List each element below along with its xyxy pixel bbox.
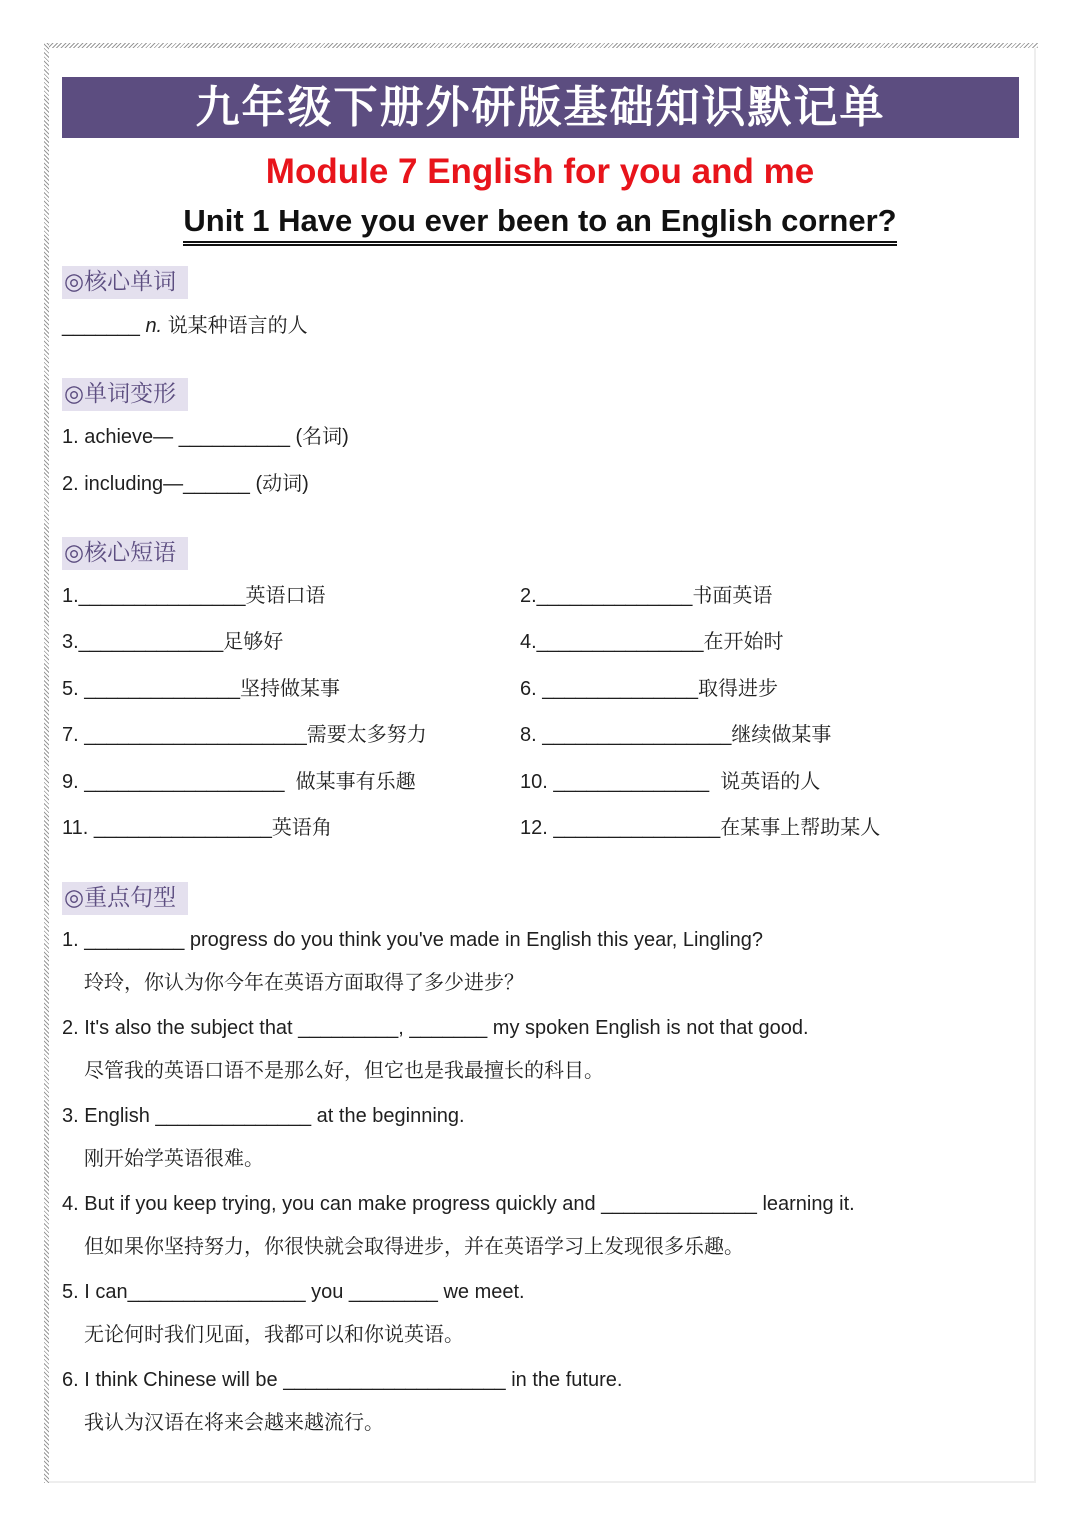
sentence-4-english: 4. But if you keep trying, you can make progress quickly and ______________ learning it.	[62, 1193, 855, 1215]
phrase-item-12: 12. _______________在某事上帮助某人	[520, 817, 881, 839]
phrase-item-6: 6. ______________取得进步	[520, 678, 778, 700]
sentence-6-english: 6. I think Chinese will be ____________________ in the future.	[62, 1369, 623, 1391]
sentence-1-english: 1. _________ progress do you think you've made in English this year, Lingling?	[62, 929, 763, 951]
sentence-3-english: 3. English ______________ at the beginning.	[62, 1105, 465, 1127]
module-title: Module 7 English for you and me	[265, 152, 815, 191]
page-border-left	[44, 43, 49, 1483]
section-core-words-heading: ◎核心单词	[62, 266, 188, 299]
phrase-item-1: 1._______________英语口语	[62, 585, 326, 607]
phrase-item-11: 11. ________________英语角	[62, 817, 332, 839]
sentence-5-english: 5. I can________________ you ________ we meet.	[62, 1281, 525, 1303]
unit-title	[0, 203, 1080, 246]
sentence-4-chinese: 但如果你坚持努力，你很快就会取得进步，并在英语学习上发现很多乐趣。	[84, 1234, 744, 1258]
section-word-forms-heading: ◎单词变形	[62, 378, 188, 411]
phrase-item-2: 2.______________书面英语	[520, 585, 773, 607]
sentence-2-english: 2. It's also the subject that _________, _______ my spoken English is not that good.	[62, 1017, 809, 1039]
page-border-right	[1034, 48, 1036, 1483]
page-border-bottom	[49, 1481, 1036, 1483]
core-word-blank: _______	[62, 315, 140, 337]
sentence-6-chinese: 我认为汉语在将来会越来越流行。	[84, 1410, 384, 1434]
section-core-phrases-heading: ◎核心短语	[62, 537, 188, 570]
phrase-item-5: 5. ______________坚持做某事	[62, 678, 340, 700]
sentence-5-chinese: 无论何时我们见面，我都可以和你说英语。	[84, 1322, 464, 1346]
core-word-meaning: 说某种语言的人	[167, 313, 308, 337]
word-form-item-2: 2. including—______ (动词)	[62, 473, 309, 495]
sentence-1-chinese: 玲玲，你认为你今年在英语方面取得了多少进步？	[84, 970, 524, 994]
part-of-speech: n.	[145, 315, 163, 337]
core-word-item	[62, 311, 308, 340]
phrase-item-7: 7. ____________________需要太多努力	[62, 724, 427, 746]
unit-title-text: Unit 1 Have you ever been to an English corner?	[183, 203, 896, 246]
section-key-sentences-heading: ◎重点句型	[62, 882, 188, 915]
title-banner: 九年级下册外研版基础知识默记单	[62, 77, 1019, 138]
sentence-3-chinese: 刚开始学英语很难。	[84, 1146, 264, 1170]
page-border-top	[44, 43, 1038, 48]
word-form-item-1: 1. achieve— __________ (名词)	[62, 426, 349, 448]
phrase-item-4: 4._______________在开始时	[520, 631, 784, 653]
sentence-2-chinese: 尽管我的英语口语不是那么好，但它也是我最擅长的科目。	[84, 1058, 604, 1082]
phrase-item-8: 8. _________________继续做某事	[520, 724, 832, 746]
phrase-item-3: 3._____________足够好	[62, 631, 284, 653]
phrase-item-9: 9. __________________ 做某事有乐趣	[62, 771, 416, 793]
phrase-item-10: 10. ______________ 说英语的人	[520, 771, 821, 793]
